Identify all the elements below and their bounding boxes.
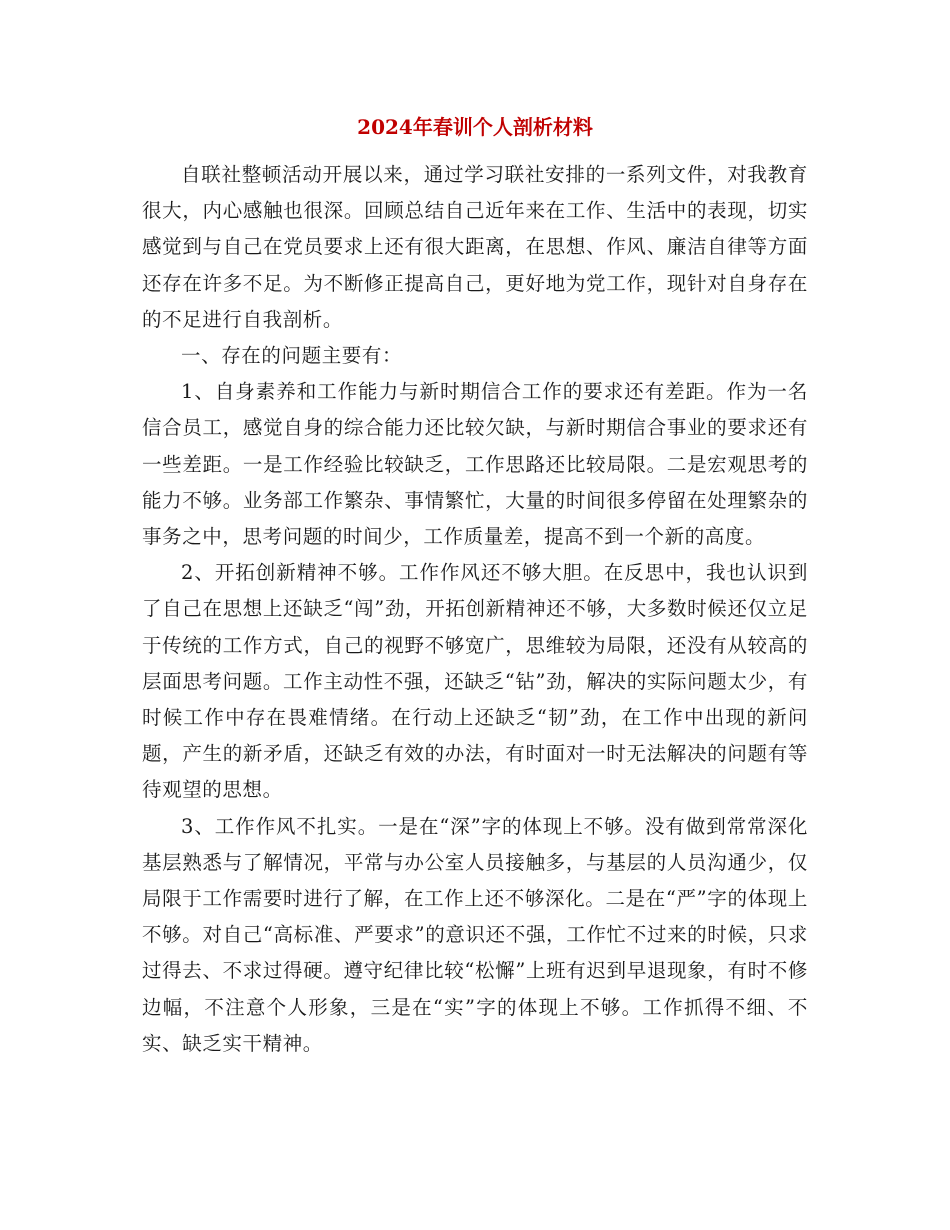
paragraph-intro: 自联社整顿活动开展以来，通过学习联社安排的一系列文件，对我教育很大，内心感触也很深。回顾总结自己近年来在工作、生活中的表现，切实感觉到与自己在党员要求上还有很大距离，在思想、作风、廉洁自律等方面还存在许多不足。为不断修正提高自己，更好地为党工作，现针对自身存在的不足进行自我剖析。	[142, 163, 808, 331]
paragraph-section-heading: 一、存在的问题主要有：	[181, 344, 403, 368]
paragraph-item-2: 2、开拓创新精神不够。工作作风还不够大胆。在反思中，我也认识到了自己在思想上还缺乏“闯”劲，开拓创新精神还不够，大多数时候还仅立足于传统的工作方式，自己的视野不够宽广，思维较为局限，还没有从较高的层面思考问题。工作主动性不强，还缺乏“钻”劲，解决的实际问题太少，有时候工作中存在畏难情绪。在行动上还缺乏“韧”劲，在工作中出现的新问题，产生的新矛盾，还缺乏有效的办法，有时面对一时无法解决的问题有等待观望的思想。	[142, 561, 808, 802]
document-title: 2024年春训个人剖析材料	[357, 115, 593, 139]
paragraph-item-3: 3、工作作风不扎实。一是在“深”字的体现上不够。没有做到常常深化基层熟悉与了解情况，平常与办公室人员接触多，与基层的人员沟通少，仅局限于工作需要时进行了解，在工作上还不够深化。二是在“严”字的体现上不够。对自己“高标准、严要求”的意识还不强，工作忙不过来的时候，只求过得去、不求过得硬。遵守纪律比较“松懈”上班有迟到早退现象，有时不修边幅，不注意个人形象，三是在“实”字的体现上不够。工作抓得不细、不实、缺乏实干精神。	[142, 814, 808, 1055]
document-body	[142, 157, 808, 1062]
paragraph-item-1: 1、自身素养和工作能力与新时期信合工作的要求还有差距。作为一名信合员工，感觉自身的综合能力还比较欠缺，与新时期信合事业的要求还有一些差距。一是工作经验比较缺乏，工作思路还比较局限。二是宏观思考的能力不够。业务部工作繁杂、事情繁忙，大量的时间很多停留在处理繁杂的事务之中，思考问题的时间少，工作质量差，提高不到一个新的高度。	[142, 380, 808, 549]
